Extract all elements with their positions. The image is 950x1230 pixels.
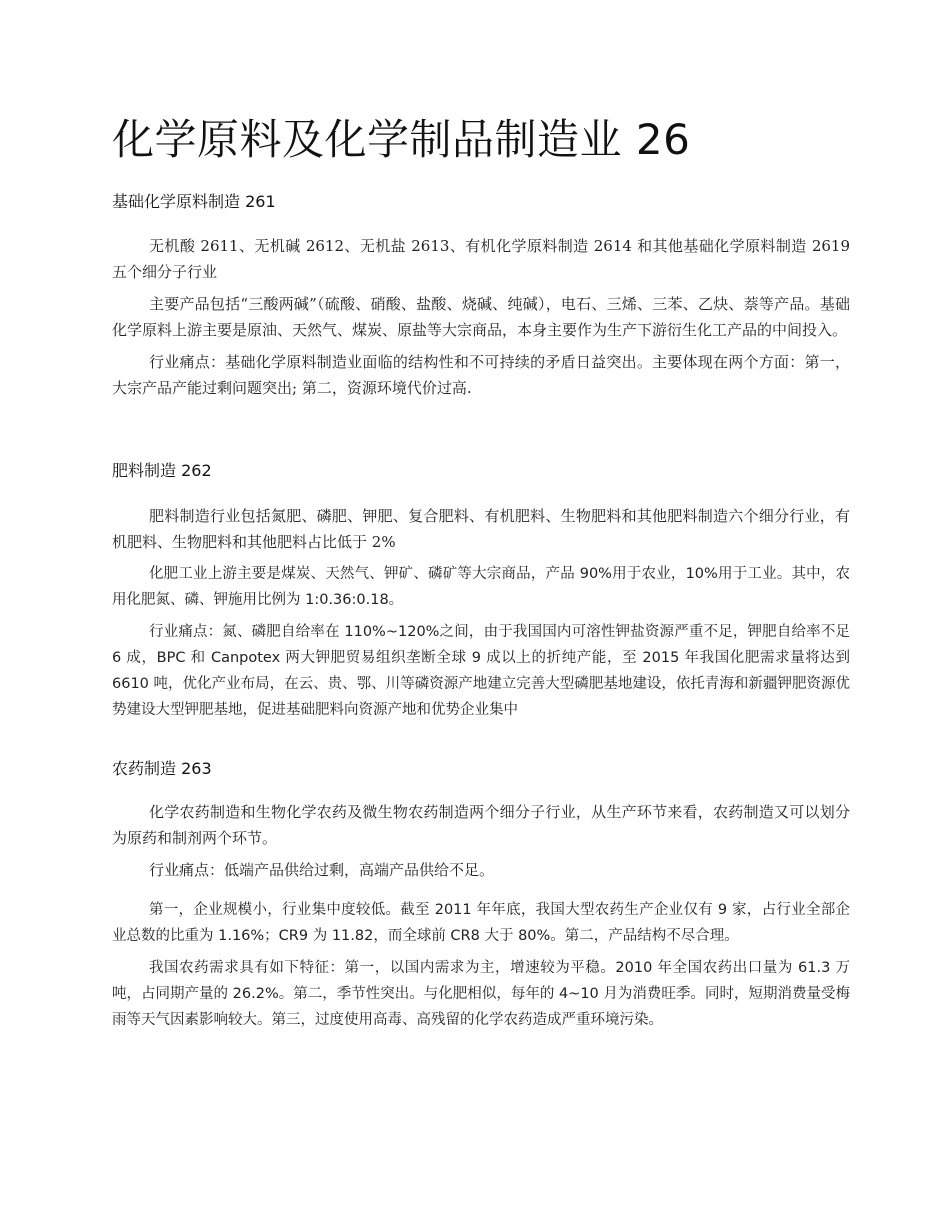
paragraph: 我国农药需求具有如下特征：第一，以国内需求为主，增速较为平稳。2010 年全国农药出口量为 61.3 万吨，占同期产量的 26.2%。第二，季节性突出。与化肥相似，每年的 4~10 月为消费旺季。同时，短期消费量受梅雨等天气因素影响较大。第三，过度使用高毒、高残留的化学农药造成严重环境污染。 [112,960,850,1028]
paragraph: 行业痛点：基础化学原料制造业面临的结构性和不可持续的矛盾日益突出。主要体现在两个方面：第一，大宗产品产能过剩问题突出; 第二，资源环境代价过高. [112,353,850,397]
paragraph: 行业痛点：低端产品供给过剩，高端产品供给不足。 [149,861,495,879]
section-heading-263: 农药制造 263 [112,759,212,778]
section-body-262 [112,503,850,723]
paragraph: 主要产品包括“三酸两碱”（硫酸、硝酸、盐酸、烧碱、纯碱），电石、三烯、三苯、乙炔、萘等产品。基础化学原料上游主要是原油、天然气、煤炭、原盐等大宗商品，本身主要作为生产下游衍生化工产品的中间投入。 [112,295,850,339]
paragraph: 行业痛点：氮、磷肥自给率在 110%~120%之间，由于我国国内可溶性钾盐资源严重不足，钾肥自给率不足 6 成，BPC 和 Canpotex 两大钾肥贸易组织垄断全球 9 成以上的折纯产能，至 2015 年我国化肥需求量将达到 6610 吨，优化产业布局，在云、贵、鄂、川等磷资源产地建立完善大型磷肥基地建设，依托青海和新疆钾肥资源优势建设大型钾肥基地，促进基础肥料向资源产地和优势企业集中 [112,624,850,718]
paragraph: 肥料制造行业包括氮肥、磷肥、钾肥、复合肥料、有机肥料、生物肥料和其他肥料制造六个细分行业，有机肥料、生物肥料和其他肥料占比低于 2% [112,507,850,551]
paragraph: 无机酸 2611、无机碱 2612、无机盐 2613、有机化学原料制造 2614 和其他基础化学原料制造 2619 五个细分子行业 [112,237,850,281]
section-heading-261: 基础化学原料制造 261 [112,192,276,211]
paragraph: 化肥工业上游主要是煤炭、天然气、钾矿、磷矿等大宗商品，产品 90%用于农业，10%用于工业。其中，农用化肥氮、磷、钾施用比例为 1:0.36:0.18。 [112,566,850,608]
paragraph: 化学农药制造和生物化学农药及微生物农药制造两个细分子行业，从生产环节来看，农药制造又可以划分为原药和制剂两个环节。 [112,803,850,847]
document-title: 化学原料及化学制品制造业 26 [112,115,691,164]
paragraph: 第一，企业规模小，行业集中度较低。截至 2011 年年底，我国大型农药生产企业仅有 9 家，占行业全部企业总数的比重为 1.16%；CR9 为 11.82，而全球前 CR8 大于 80%。第二，产品结构不尽合理。 [112,902,850,944]
section-heading-262: 肥料制造 262 [112,461,212,480]
section-body-263 [112,799,850,1033]
section-body-261 [112,233,850,401]
